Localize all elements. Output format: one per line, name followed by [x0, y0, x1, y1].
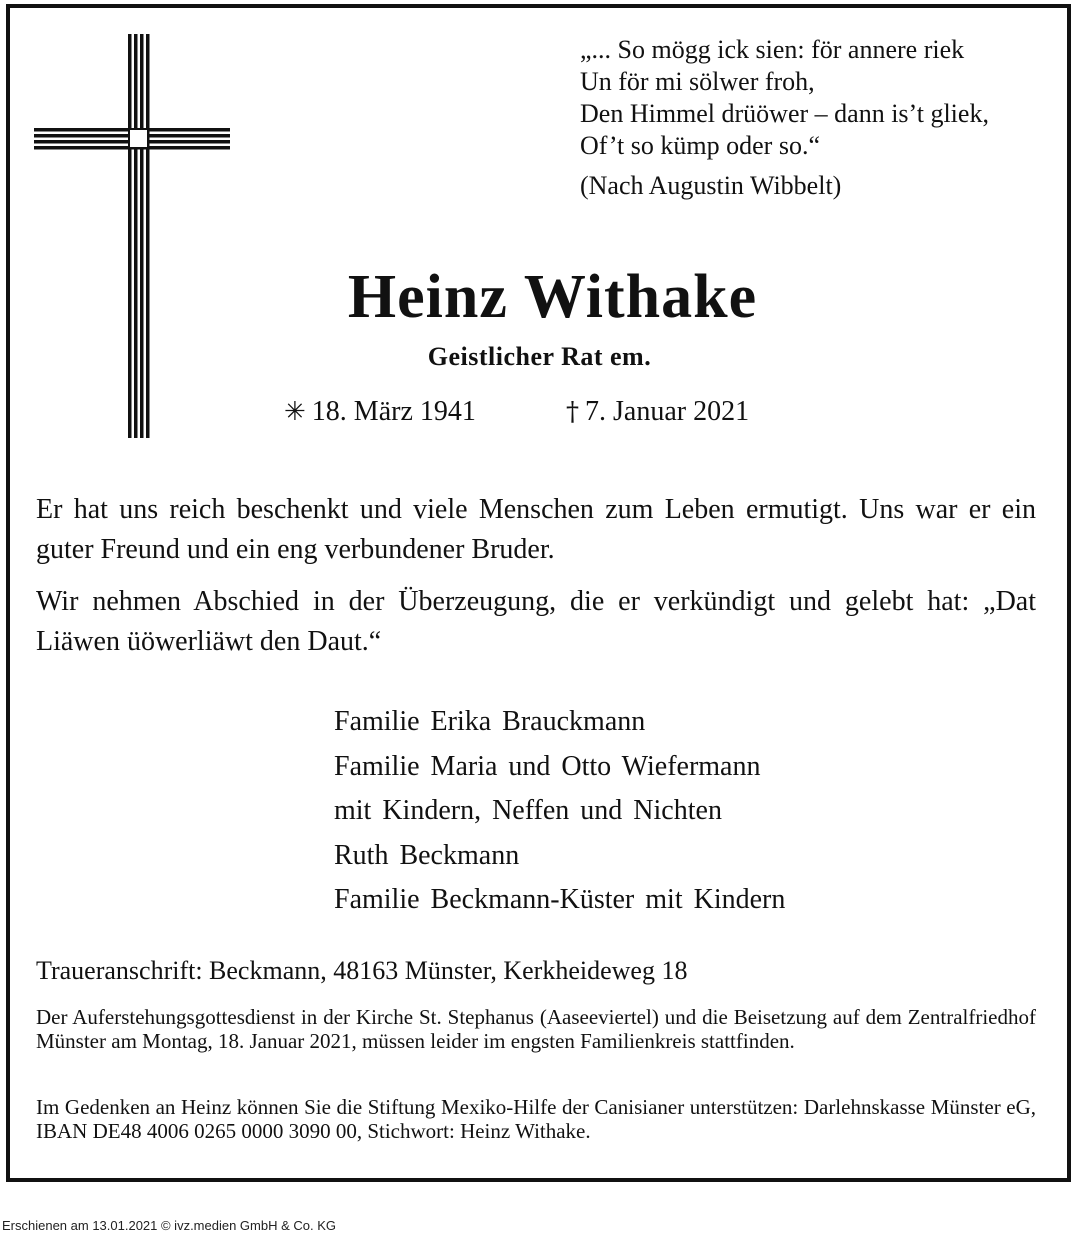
death-date: [566, 396, 749, 428]
service-notice: Der Auferstehungsgottesdienst in der Kirche St. Stephanus (Aaseeviertel) und die Beisetzung auf dem Zentralfriedhof Münster am Montag, 18. Januar 2021, müssen leider im engsten Familienkreis stattfinden.: [36, 1005, 1036, 1053]
publication-footer: Erschienen am 13.01.2021 © ivz.medien GmbH & Co. KG: [2, 1218, 337, 1233]
list-item: Familie Maria und Otto Wiefermann: [334, 750, 761, 782]
mourners-list: [334, 700, 785, 923]
death-dagger-icon: †: [566, 397, 579, 427]
motto-line: Den Himmel drüöwer – dann is’t gliek,: [580, 99, 989, 128]
motto-line: „... So mögg ick sien: för annere riek: [580, 35, 965, 64]
deceased-role: Geistlicher Rat em.: [427, 342, 652, 371]
birth-date-text: 18. März 1941: [311, 396, 476, 427]
birth-date: [284, 396, 476, 428]
list-item: mit Kindern, Neffen und Nichten: [334, 795, 722, 826]
last-name: Withake: [523, 263, 758, 331]
list-item: Familie Beckmann-Küster mit Kindern: [334, 884, 786, 915]
list-item: Ruth Beckmann: [334, 839, 520, 871]
birth-star-icon: ✳: [284, 397, 306, 427]
motto-quote: [580, 34, 989, 202]
motto-line: Un för mi sölwer froh,: [580, 67, 815, 96]
deceased-name: [0, 262, 1075, 333]
cross-icon: [34, 34, 230, 438]
death-date-text: 7. Januar 2021: [585, 396, 750, 427]
list-item: Familie Erika Brauckmann: [334, 706, 646, 737]
donation-notice: Im Gedenken an Heinz können Sie die Stiftung Mexiko-Hilfe der Canisianer unterstützen: Darlehnskasse Münster eG, IBAN DE48 4006 0265 0000 3090 00, Stichwort: Heinz Withake.: [36, 1095, 1036, 1143]
mourning-address: Traueranschrift: Beckmann, 48163 Münster, Kerkheideweg 18: [36, 956, 688, 985]
motto-line: Of’t so kümp oder so.“: [580, 131, 820, 160]
farewell-paragraph: Wir nehmen Abschied in der Überzeugung, die er verkündigt und gelebt hat: „Dat Liäwen üöwerliäwt den Daut.“: [36, 586, 1036, 657]
tribute-paragraph: Er hat uns reich beschenkt und viele Menschen zum Leben ermutigt. Uns war er ein guter Freund und ein eng verbundener Bruder.: [36, 494, 1036, 565]
motto-source: (Nach Augustin Wibbelt): [580, 171, 842, 200]
first-name: Heinz: [347, 263, 508, 331]
